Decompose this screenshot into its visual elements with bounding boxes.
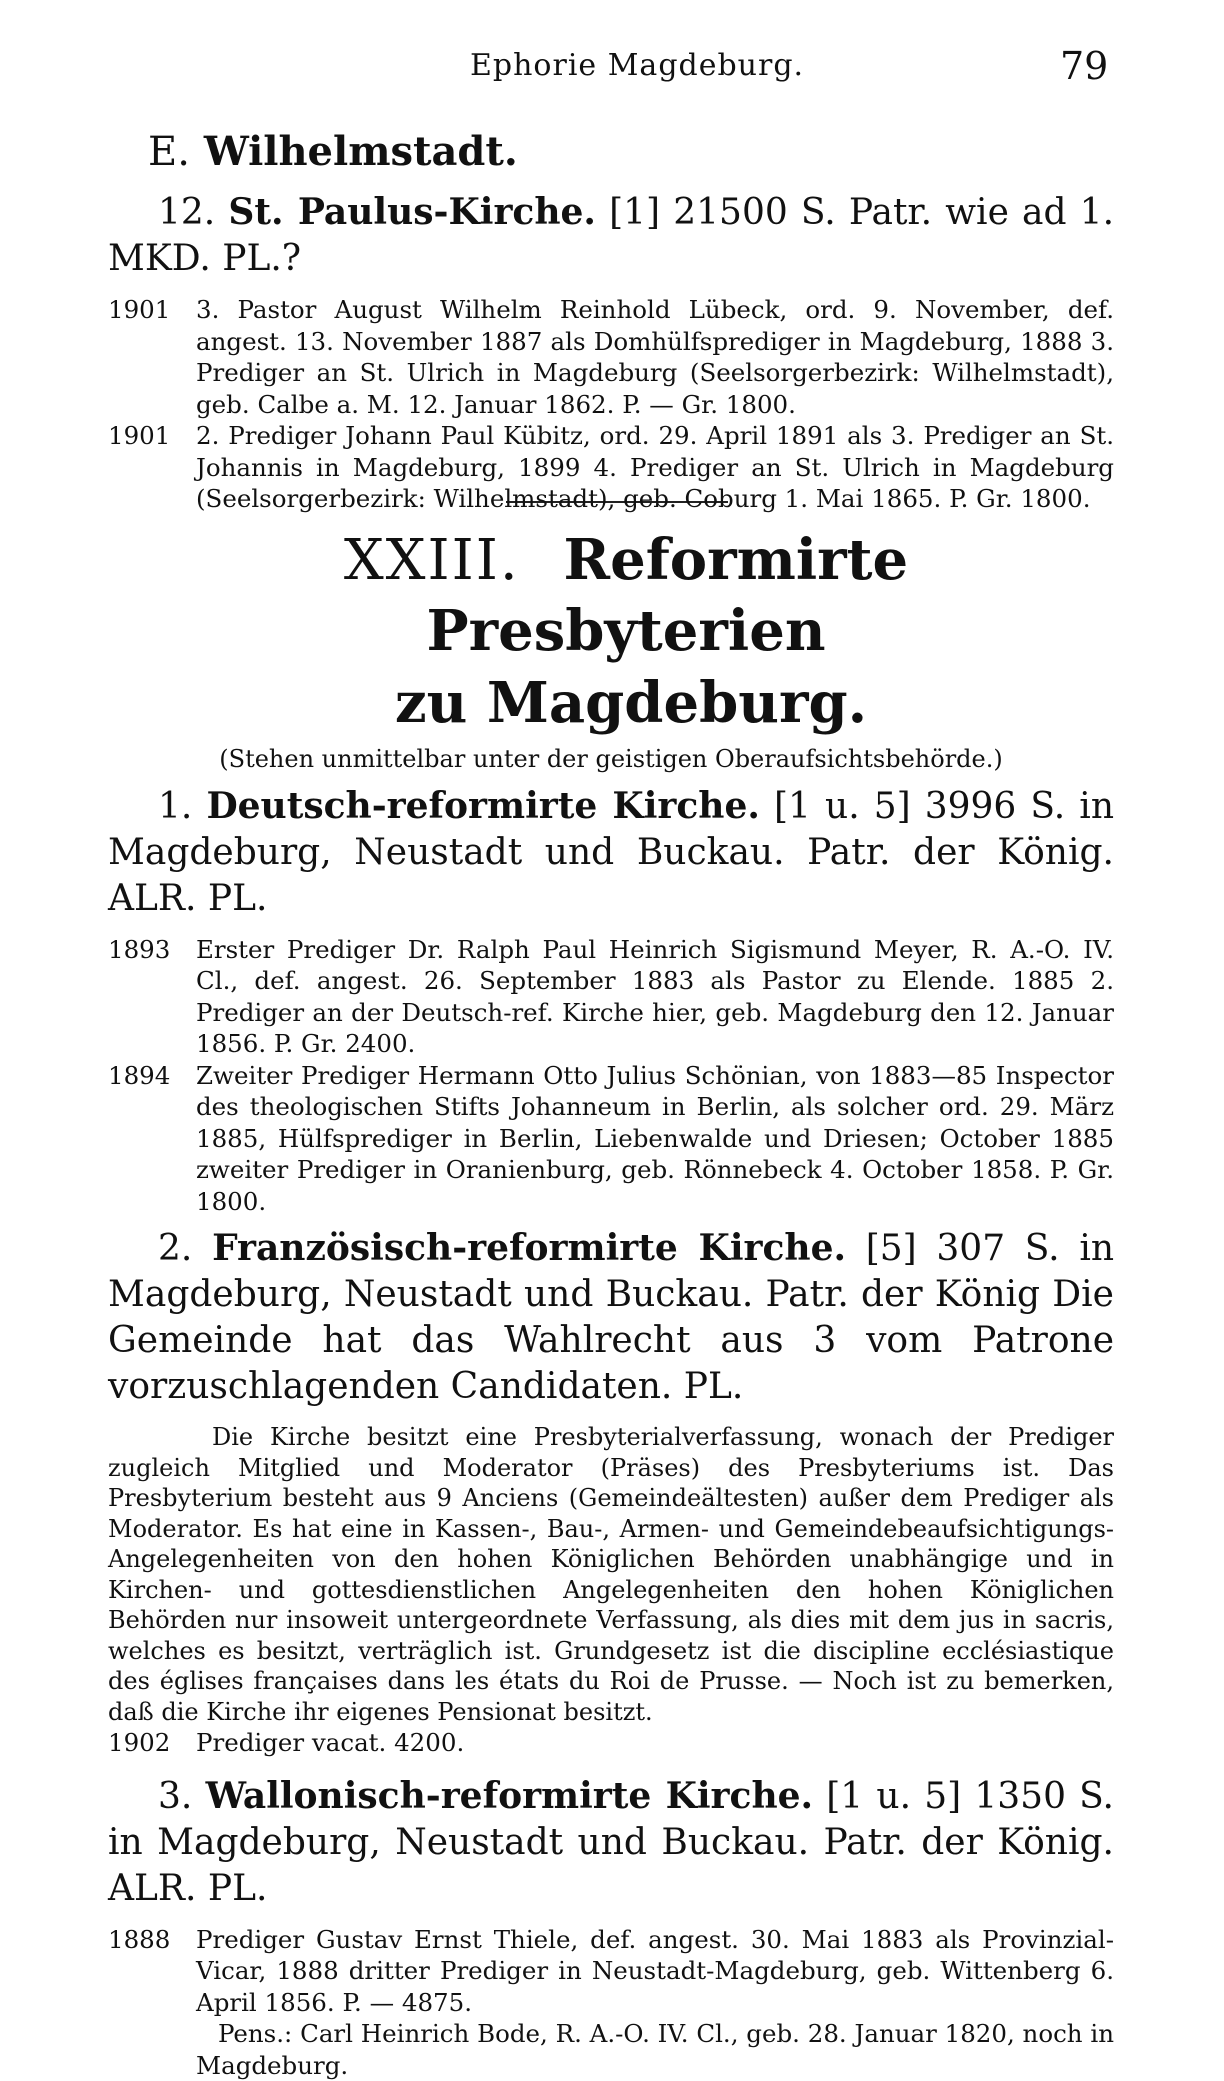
running-head: [0, 44, 1224, 94]
church-heading-franzoesisch: [108, 1225, 1114, 1410]
entry-year: 1902: [108, 1728, 171, 1757]
spacer: [108, 1217, 1114, 1225]
church-details: [1 u. 5] 1350 S. in Magdeburg, Neustadt und Buckau. Patr. der König. ALR. PL.: [108, 1775, 1114, 1909]
section-title: [108, 525, 1114, 667]
church-number: 12.: [158, 192, 216, 233]
running-title: Ephorie Magdeburg.: [470, 48, 805, 83]
entry-year: 1888: [108, 1924, 171, 1954]
section-title-line1: Reformirte Presbyterien: [426, 526, 909, 664]
church-note: Die Kirche besitzt eine Presbyterialverfassung, wonach der Prediger zugleich Mitglied und Moderator (Präses) des Presbyteriums ist. Das Presbyterium besteht aus 9 Anciens (Gemeindeältesten) außer dem Prediger als Moderator. Es hat eine in Kassen-, Bau-, Armen- und Gemeindebeaufsichtigungs-Angelegenheiten von den hohen Königlichen Behörden unabhängige und in Kirchen- und gottesdienstlichen Angelegenheiten den hohen Königlichen Behörden nur insoweit untergeordnete Verfassung, als dies mit dem jus in sacris, welches es besitzt, verträglich ist. Grundgesetz ist die discipline ecclésiastique des églises françaises dans les états du Roi de Prusse. — Noch ist zu bemerken, daß die Kirche ihr eigenes Pensionat besitzt.: [108, 1423, 1114, 1726]
church-details: [1] 21500 S. Patr. wie ad 1. MKD. PL.?: [108, 192, 1115, 279]
entry-text: 2. Prediger Johann Paul Kübitz, ord. 29. April 1891 als 3. Prediger an St. Johannis in Magdeburg, 1899 4. Prediger an St. Ulrich in Magdeburg (Seelsorgerbezirk: Wilhelmstadt), geb. Coburg 1. Mai 1865. P. Gr. 1800.: [196, 421, 1114, 513]
clergy-entry: [108, 934, 1114, 1060]
page-number: 79: [1060, 44, 1109, 88]
church-number: 2.: [158, 1228, 193, 1269]
church-name: St. Paulus-Kirche.: [228, 191, 596, 233]
church-details: [5] 307 S. in Magdeburg, Neustadt und Buckau. Patr. der König Die Gemeinde hat das Wahlrecht aus 3 vom Patrone vorzuschlagenden Candidaten. PL.: [108, 1228, 1115, 1407]
church-name: Deutsch-reformirte Kirche.: [206, 784, 760, 827]
entry-text: 3. Pastor August Wilhelm Reinhold Lübeck, ord. 9. November, def. angest. 13. November 1887 als Domhülfsprediger in Magdeburg, 1888 3. Prediger an St. Ulrich in Magdeburg (Seelsorgerbezirk: Wilhelmstadt), geb. Calbe a. M. 12. Januar 1862. P. — Gr. 1800.: [196, 295, 1114, 419]
entry-year: 1901: [108, 295, 171, 324]
spacer: [108, 1759, 1114, 1773]
entry-year: 1893: [108, 934, 171, 964]
pension-note: Pens.: Carl Heinrich Bode, R. A.-O. IV. Cl., geb. 28. Januar 1820, noch in Magdeburg.: [196, 2019, 1114, 2080]
church-heading-deutsch: [108, 783, 1114, 922]
church-heading-wallonisch: [108, 1773, 1114, 1912]
church-name: Französisch-reformirte Kirche.: [212, 1227, 847, 1269]
clergy-entry: [108, 294, 1114, 420]
entry-year: 1894: [108, 1060, 171, 1090]
district-letter: E.: [148, 129, 190, 175]
church-heading-paulus: [108, 189, 1114, 282]
district-name: Wilhelmstadt.: [203, 128, 518, 175]
church-details: [1 u. 5] 3996 S. in Magdeburg, Neustadt und Buckau. Patr. der König. ALR. PL.: [108, 785, 1115, 919]
clergy-entry: [108, 420, 1114, 515]
section-title-line2: zu Magdeburg.: [394, 669, 868, 736]
entry-text: Erster Prediger Dr. Ralph Paul Heinrich Sigismund Meyer, R. A.-O. IV. Cl., def. angest. 26. September 1883 als Pastor zu Elende. 1885 2. Prediger an der Deutsch-ref. Kirche hier, geb. Magdeburg den 12. Januar 1856. P. Gr. 2400.: [196, 934, 1114, 1058]
church-name: Wallonisch-reformirte Kirche.: [205, 1774, 814, 1817]
church-number: 3.: [158, 1775, 193, 1817]
entry-text: Prediger vacat. 4200.: [196, 1728, 465, 1757]
section-roman-numeral: XXIII.: [343, 527, 520, 593]
page-content: [108, 128, 1114, 2081]
clergy-entry: [108, 1924, 1114, 2019]
entry-text: Zweiter Prediger Hermann Otto Julius Schönian, von 1883—85 Inspector des theologischen Stifts Johanneum in Berlin, als solcher ord. 29. März 1885, Hülfsprediger in Berlin, Liebenwalde und Driesen; October 1885 zweiter Prediger in Oranienburg, geb. Rönnebeck 4. October 1858. P. Gr. 1800.: [196, 1060, 1114, 1216]
church-number: 1.: [158, 785, 193, 827]
clergy-entry: [108, 1727, 1114, 1759]
entry-text: Prediger Gustav Ernst Thiele, def. angest. 30. Mai 1883 als Provinzial-Vicar, 1888 dritter Prediger in Neustadt-Magdeburg, geb. Wittenberg 6. April 1856. P. — 4875.: [196, 1924, 1114, 2017]
district-heading: [148, 128, 1114, 175]
clergy-entry: [108, 1060, 1114, 1218]
entry-year: 1901: [108, 421, 171, 450]
section-subtitle: (Stehen unmittelbar unter der geistigen Oberaufsichtsbehörde.): [219, 744, 1003, 773]
